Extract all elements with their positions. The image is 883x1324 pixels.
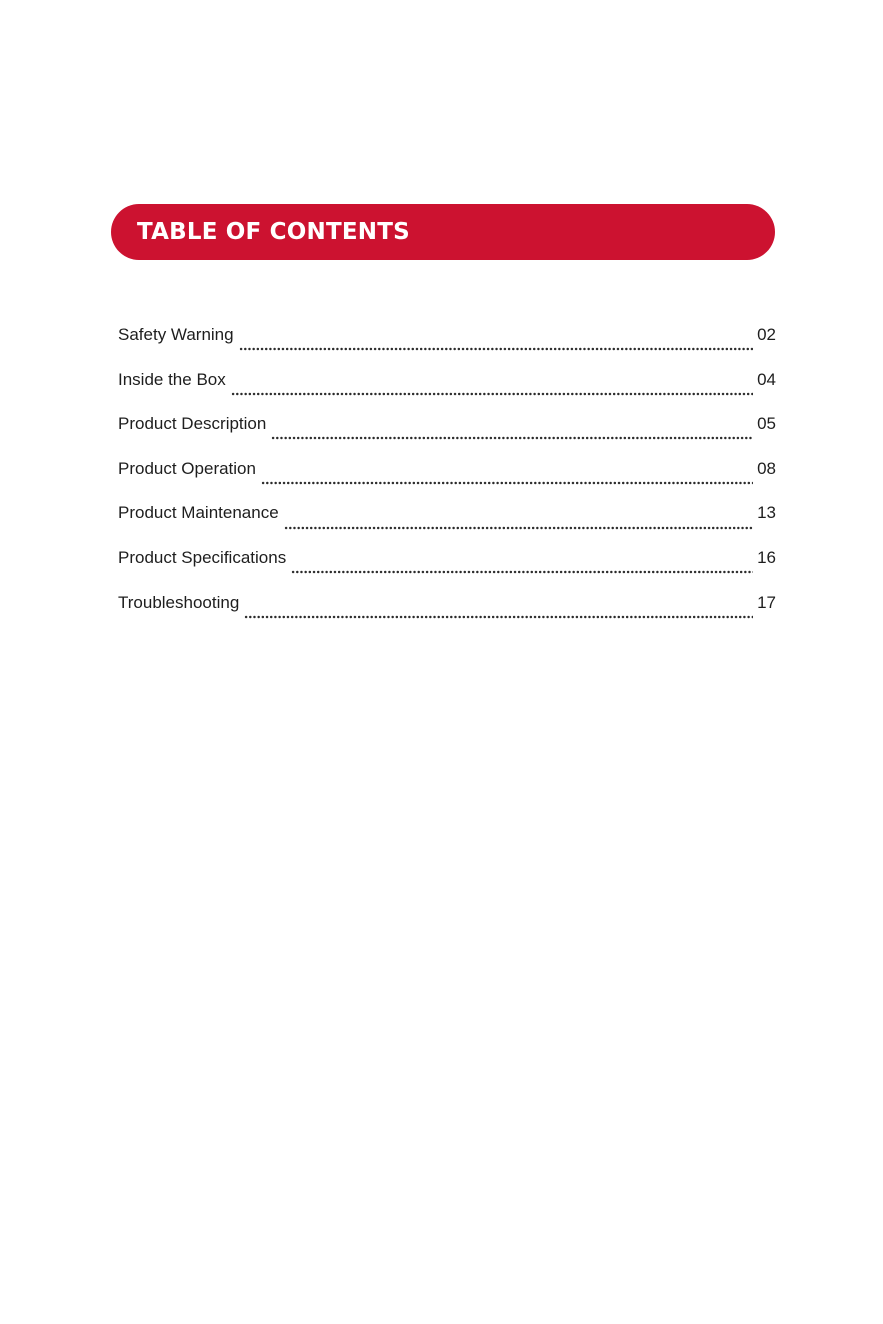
toc-entry-page-number: 05 [757, 414, 776, 434]
toc-entry-page-number: 08 [757, 458, 776, 478]
toc-entry-page-number: 13 [757, 503, 776, 523]
dot-leader [244, 615, 753, 619]
page-title: TABLE OF CONTENTS [137, 219, 410, 245]
toc-entry-label: Product Maintenance [118, 503, 279, 523]
toc-entry-product-specifications[interactable] [118, 548, 776, 593]
toc-entry-troubleshooting[interactable] [118, 593, 776, 638]
dot-leader [271, 436, 753, 440]
toc-entry-label: Product Specifications [118, 547, 287, 567]
dot-leader [239, 347, 753, 351]
toc-entry-page-number: 16 [757, 547, 776, 567]
dot-leader [284, 526, 753, 530]
dot-leader [291, 570, 753, 574]
toc-entry-product-maintenance[interactable] [118, 503, 776, 548]
toc-list [118, 325, 776, 637]
toc-entry-product-description[interactable] [118, 414, 776, 459]
toc-entry-label: Troubleshooting [118, 592, 240, 612]
toc-header-banner [111, 204, 775, 260]
toc-entry-page-number: 17 [757, 592, 776, 612]
toc-entry-safety-warning[interactable] [118, 325, 776, 370]
dot-leader [261, 481, 753, 485]
toc-entry-inside-the-box[interactable] [118, 370, 776, 415]
toc-entry-label: Product Description [118, 414, 267, 434]
toc-entry-page-number: 02 [757, 325, 776, 344]
toc-entry-label: Inside the Box [118, 369, 226, 389]
toc-entry-product-operation[interactable] [118, 459, 776, 504]
toc-entry-page-number: 04 [757, 369, 776, 389]
toc-entry-label: Safety Warning [118, 325, 234, 344]
dot-leader [231, 392, 753, 396]
toc-entry-label: Product Operation [118, 458, 256, 478]
